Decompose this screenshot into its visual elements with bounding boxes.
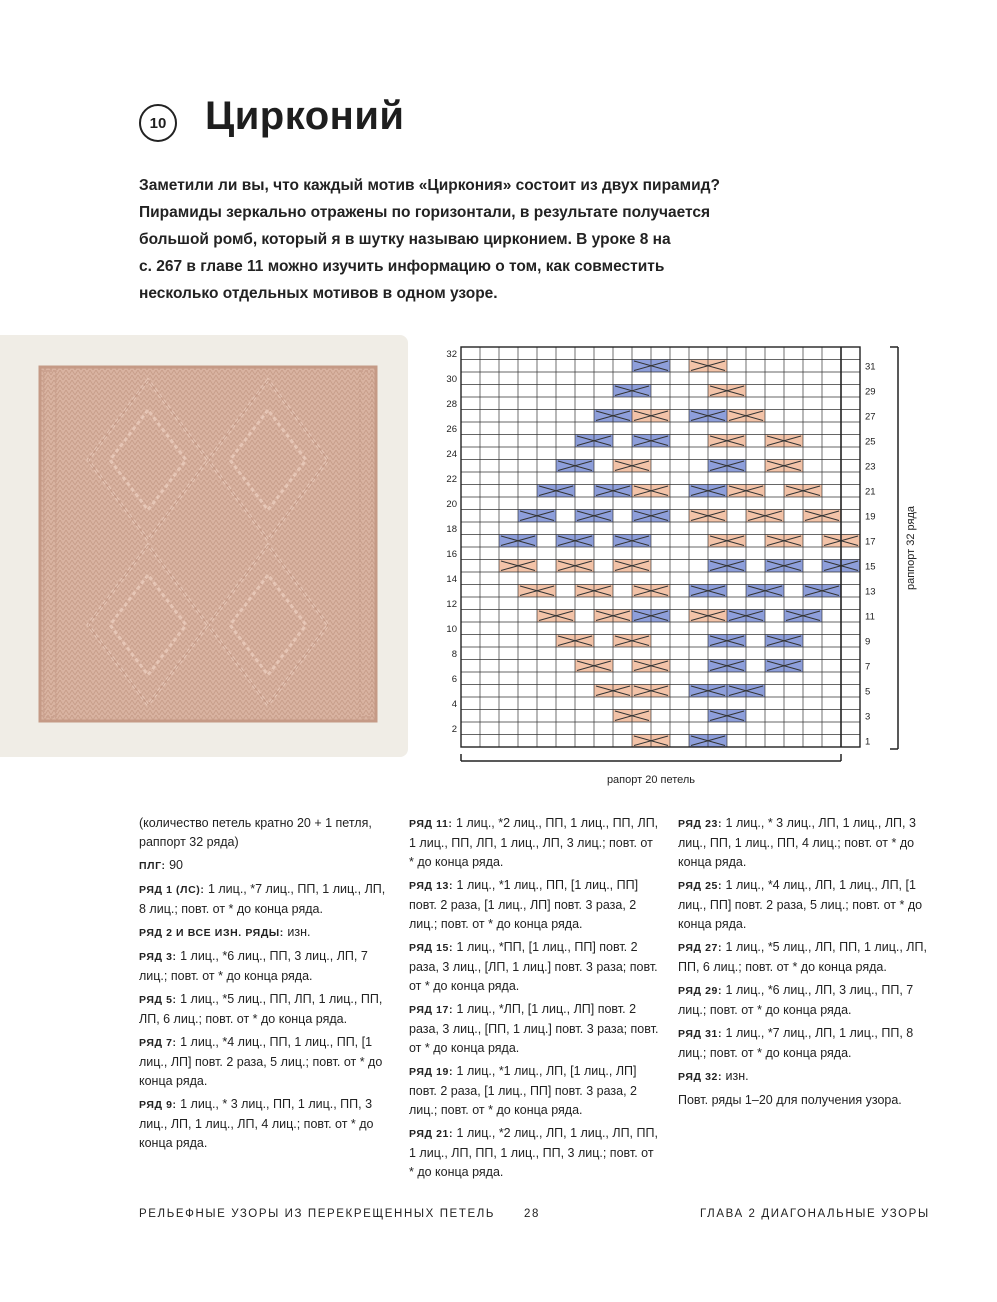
chart-grid	[430, 340, 930, 800]
row-number-right: 1	[865, 736, 871, 748]
row-text: 1 лиц., * 3 лиц., ЛП, 1 лиц., ЛП, 3 лиц., ПП, 1 лиц., ПП, 4 лиц.; повт. от * до конца ряда.	[678, 816, 916, 869]
row-number-left: 14	[446, 573, 457, 585]
instructions-column-1	[139, 814, 389, 1157]
row-label: РЯД 21:	[409, 1128, 454, 1140]
row-label: РЯД 3:	[139, 951, 177, 963]
pattern-number: 10	[149, 114, 167, 132]
row-text: изн.	[283, 925, 311, 939]
row-number-right: 21	[865, 486, 876, 498]
row-label: РЯД 31:	[678, 1028, 723, 1040]
footer-page-number: 28	[524, 1208, 540, 1220]
pattern-number-badge	[139, 104, 177, 142]
row-text: 1 лиц., *5 лиц., ПП, ЛП, 1 лиц., ПП, ЛП, 6 лиц.; повт. от * до конца ряда.	[139, 992, 383, 1026]
row-number-left: 2	[451, 723, 457, 735]
instruction-paragraph	[678, 1024, 928, 1063]
instruction-paragraph	[139, 923, 389, 943]
instruction-paragraph	[139, 990, 389, 1029]
row-text: 1 лиц., *1 лиц., ЛП, [1 лиц., ЛП] повт. 2 раза, [1 лиц., ПП] повт. 3 раза, 2 лиц.; повт. от * до конца ряда.	[409, 1064, 637, 1117]
row-number-right: 7	[865, 661, 871, 673]
instructions-column-3	[678, 814, 928, 1114]
row-label: РЯД 25:	[678, 880, 723, 892]
row-number-left: 20	[446, 498, 457, 510]
row-text: 1 лиц., *6 лиц., ЛП, 3 лиц., ПП, 7 лиц.; повт. от * до конца ряда.	[678, 983, 914, 1017]
instruction-paragraph	[409, 814, 659, 872]
instruction-paragraph	[139, 1095, 389, 1153]
row-number-right: 9	[865, 636, 871, 648]
row-number-right: 25	[865, 436, 876, 448]
instruction-paragraph	[139, 814, 389, 852]
row-number-left: 10	[446, 623, 457, 635]
row-number-right: 5	[865, 686, 871, 698]
row-text: 1 лиц., *4 лиц., ПП, 1 лиц., ПП, [1 лиц., ЛП] повт. 2 раза, 5 лиц.; повт. от * до конца ряда.	[139, 1035, 383, 1088]
row-number-left: 12	[446, 598, 457, 610]
instruction-paragraph	[409, 876, 659, 934]
row-number-right: 19	[865, 511, 876, 523]
row-label: РЯД 9:	[139, 1099, 177, 1111]
swatch-photo	[0, 335, 408, 757]
footer-book-title: РЕЛЬЕФНЫЕ УЗОРЫ ИЗ ПЕРЕКРЕЩЕННЫХ ПЕТЕЛЬ	[139, 1208, 496, 1220]
row-number-left: 24	[446, 448, 457, 460]
instruction-paragraph	[678, 876, 928, 934]
instructions-column-2	[409, 814, 659, 1186]
row-text: 1 лиц., *ЛП, [1 лиц., ЛП] повт. 2 раза, 3 лиц., [ПП, 1 лиц.] повт. 3 раза; повт. от * до конца ряда.	[409, 1002, 659, 1055]
instruction-paragraph	[678, 938, 928, 977]
page-title: Цирконий	[205, 94, 405, 138]
instruction-paragraph	[678, 1067, 928, 1087]
row-text: 1 лиц., *ПП, [1 лиц., ПП] повт. 2 раза, 3 лиц., [ЛП, 1 лиц.] повт. 3 раза; повт. от * до конца ряда.	[409, 940, 658, 993]
row-number-right: 13	[865, 586, 876, 598]
row-number-right: 17	[865, 536, 876, 548]
row-text: 1 лиц., * 3 лиц., ПП, 1 лиц., ПП, 3 лиц., ЛП, 1 лиц., ЛП, 4 лиц.; повт. от * до конца ряда.	[139, 1097, 374, 1150]
row-number-left: 28	[446, 398, 457, 410]
knitting-chart	[430, 340, 930, 800]
row-label: РЯД 5:	[139, 994, 177, 1006]
row-label: РЯД 17:	[409, 1004, 454, 1016]
row-number-left: 32	[446, 348, 457, 360]
row-label: РЯД 19:	[409, 1066, 454, 1078]
instruction-paragraph	[139, 856, 389, 876]
intro-paragraph	[139, 172, 779, 307]
instruction-paragraph	[139, 1033, 389, 1091]
row-label: РЯД 13:	[409, 880, 454, 892]
row-number-left: 26	[446, 423, 457, 435]
row-number-left: 18	[446, 523, 457, 535]
instruction-paragraph	[409, 1124, 659, 1182]
row-label: РЯД 29:	[678, 985, 723, 997]
row-text: 1 лиц., *2 лиц., ЛП, 1 лиц., ЛП, ПП, 1 лиц., ЛП, ПП, 1 лиц., ПП, 3 лиц.; повт. от * до конца ряда.	[409, 1126, 658, 1179]
row-label: РЯД 1 (ЛС):	[139, 884, 205, 896]
row-number-right: 15	[865, 561, 876, 573]
intro-line: большой ромб, который я в шутку называю цирконием. В уроке 8 на	[139, 231, 671, 248]
intro-line: Пирамиды зеркально отражены по горизонтали, в результате получается	[139, 204, 711, 221]
row-number-left: 8	[451, 648, 457, 660]
row-number-left: 16	[446, 548, 457, 560]
row-repeat-label: раппорт 32 ряда	[905, 505, 917, 591]
row-number-right: 31	[865, 361, 876, 373]
row-number-right: 29	[865, 386, 876, 398]
row-number-right: 11	[865, 611, 875, 623]
row-label: РЯД 2 И ВСЕ ИЗН. РЯДЫ:	[139, 927, 284, 939]
instruction-paragraph	[678, 814, 928, 872]
instruction-paragraph	[409, 1062, 659, 1120]
row-number-left: 4	[451, 698, 457, 710]
row-text: 1 лиц., *7 лиц., ПП, 1 лиц., ЛП, 8 лиц.; повт. от * до конца ряда.	[139, 882, 386, 916]
row-number-right: 27	[865, 411, 876, 423]
instruction-paragraph	[409, 938, 659, 996]
intro-line: с. 267 в главе 11 можно изучить информацию о том, как совместить	[139, 258, 665, 275]
row-label: РЯД 23:	[678, 818, 723, 830]
row-label: РЯД 11:	[409, 818, 453, 830]
knitted-swatch-illustration	[0, 335, 408, 757]
row-number-left: 30	[446, 373, 457, 385]
row-label: РЯД 7:	[139, 1037, 177, 1049]
row-text: 1 лиц., *2 лиц., ПП, 1 лиц., ПП, ЛП, 1 лиц., ПП, ЛП, 1 лиц., ЛП, 3 лиц.; повт. от * до конца ряда.	[409, 816, 659, 869]
instruction-paragraph	[139, 880, 389, 919]
row-text: изн.	[722, 1069, 749, 1083]
row-text: 1 лиц., *5 лиц., ЛП, ПП, 1 лиц., ЛП, ПП, 6 лиц.; повт. от * до конца ряда.	[678, 940, 927, 974]
intro-line: Заметили ли вы, что каждый мотив «Циркония» состоит из двух пирамид?	[139, 177, 720, 194]
row-text: 1 лиц., *7 лиц., ЛП, 1 лиц., ПП, 8 лиц.; повт. от * до конца ряда.	[678, 1026, 914, 1060]
instruction-paragraph	[678, 1091, 928, 1110]
instruction-paragraph	[678, 981, 928, 1020]
row-label: ПЛГ:	[139, 860, 166, 872]
instruction-paragraph	[139, 947, 389, 986]
row-text: (количество петель кратно 20 + 1 петля, раппорт 32 ряда)	[139, 816, 372, 849]
row-text: 1 лиц., *4 лиц., ЛП, 1 лиц., ЛП, [1 лиц., ПП] повт. 2 раза, 5 лиц.; повт. от * до конца ряда.	[678, 878, 923, 931]
footer-chapter-title: ГЛАВА 2 ДИАГОНАЛЬНЫЕ УЗОРЫ	[700, 1208, 930, 1220]
row-text: 1 лиц., *6 лиц., ПП, 3 лиц., ЛП, 7 лиц.; повт. от * до конца ряда.	[139, 949, 368, 983]
row-number-right: 23	[865, 461, 876, 473]
row-number-right: 3	[865, 711, 871, 723]
instruction-paragraph	[409, 1000, 659, 1058]
stitch-repeat-label: рапорт 20 петель	[606, 774, 696, 786]
row-label: РЯД 27:	[678, 942, 723, 954]
row-text: Повт. ряды 1–20 для получения узора.	[678, 1093, 902, 1107]
intro-line: несколько отдельных мотивов в одном узоре.	[139, 285, 498, 302]
row-text: 90	[165, 858, 184, 872]
row-label: РЯД 15:	[409, 942, 454, 954]
row-number-left: 22	[446, 473, 457, 485]
row-text: 1 лиц., *1 лиц., ПП, [1 лиц., ПП] повт. 2 раза, [1 лиц., ЛП] повт. 3 раза, 2 лиц.; повт. от * до конца ряда.	[409, 878, 639, 931]
row-label: РЯД 32:	[678, 1071, 723, 1083]
row-number-left: 6	[451, 673, 457, 685]
